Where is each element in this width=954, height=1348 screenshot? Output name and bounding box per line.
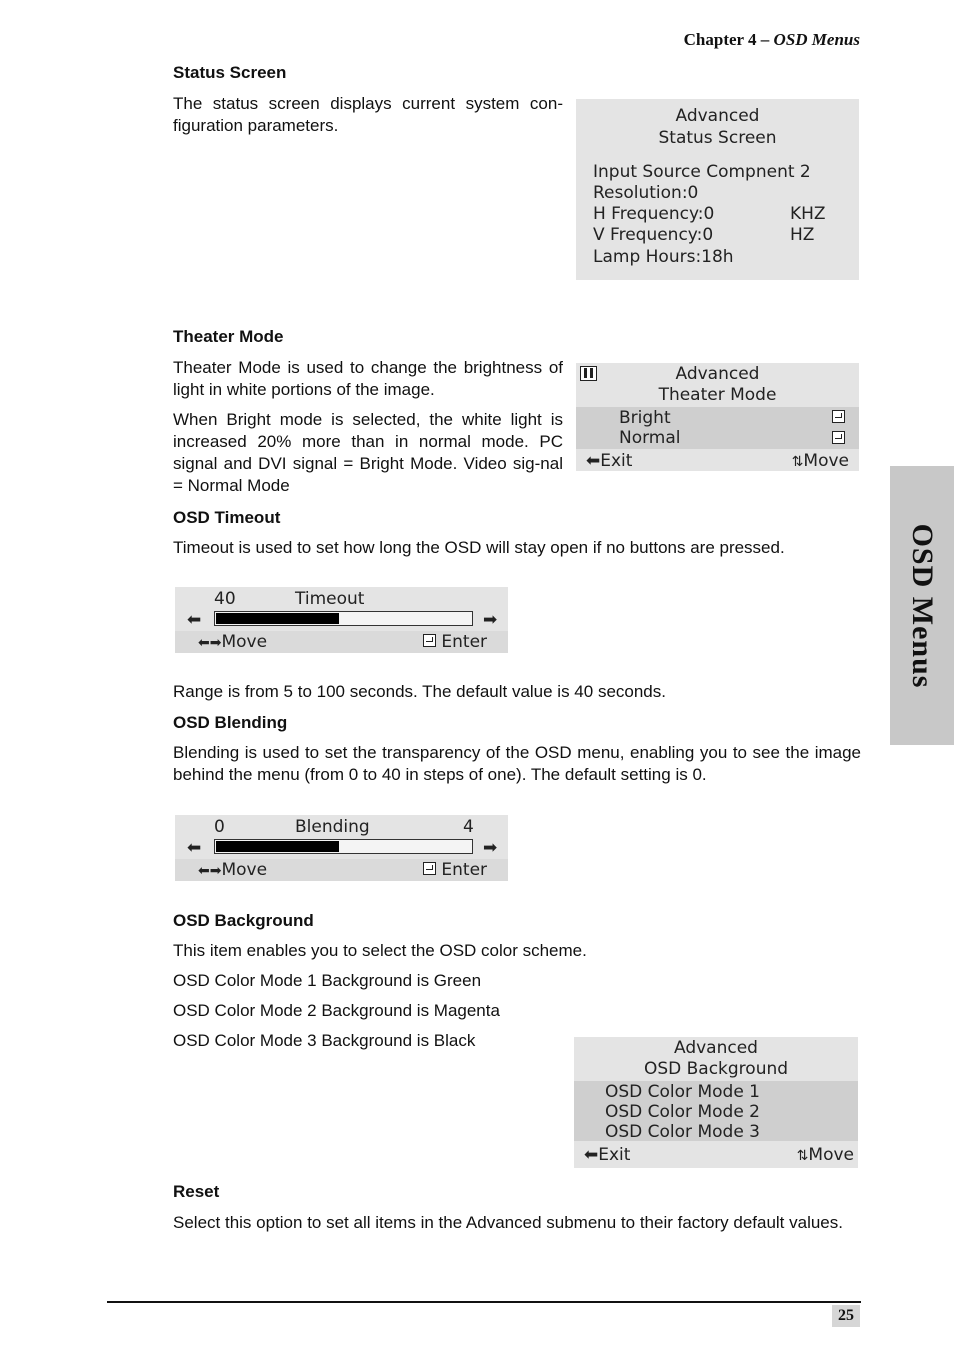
option-color-mode-3[interactable]: OSD Color Mode 3 (605, 1122, 760, 1142)
move-label: Move (803, 451, 849, 471)
blending-label: Blending (295, 817, 370, 837)
arrow-left-icon: ⬅ (586, 451, 601, 471)
osd-subtitle: Status Screen (658, 128, 777, 148)
status-screen-heading: Status Screen (173, 63, 287, 82)
move-label: Move (221, 632, 268, 652)
timeout-osd (175, 587, 508, 653)
arrow-left-icon: ⬅ (584, 1145, 599, 1165)
osd-title: Advanced (675, 106, 760, 126)
status-line: V Frequency:0 (593, 225, 714, 245)
enter-hint (423, 860, 487, 880)
osd-timeout-text: Timeout is used to set how long the OSD will stay open if no buttons are pressed. (173, 538, 785, 557)
osd-background-osd (574, 1037, 858, 1168)
option-color-mode-2[interactable]: OSD Color Mode 2 (605, 1102, 760, 1122)
enter-icon (423, 634, 436, 647)
footer-rule (107, 1301, 861, 1303)
option-normal[interactable]: Normal (619, 428, 681, 448)
blending-value: 0 (214, 817, 225, 837)
theater-mode-osd (576, 363, 859, 471)
move-label: Move (221, 860, 268, 880)
osd-subtitle: Theater Mode (658, 385, 777, 405)
enter-label: Enter (441, 860, 488, 880)
arrow-left-icon[interactable]: ⬅ (187, 838, 202, 858)
osd-background-line: This item enables you to select the OSD color scheme. (173, 941, 587, 960)
option-bright[interactable]: Bright (619, 408, 671, 428)
enter-icon (832, 431, 845, 444)
status-line: Resolution:0 (593, 183, 699, 203)
move-label: Move (808, 1145, 854, 1165)
enter-icon (423, 862, 436, 875)
exit-hint (586, 451, 632, 471)
page-number: 25 (832, 1305, 860, 1327)
osd-background-line: OSD Color Mode 3 Background is Black (173, 1031, 476, 1050)
arrow-right-icon[interactable]: ➡ (483, 838, 498, 858)
osd-title: Advanced (675, 364, 760, 384)
reset-text: Select this option to set all items in the Advanced submenu to their factory default values. (173, 1213, 843, 1232)
move-hint (198, 632, 267, 652)
move-hint (792, 451, 849, 471)
osd-blending-text: Blending is used to set the transparency of the OSD menu, enabling you to see the image behind the menu (from 0 to 40 in steps of one). The default setting is 0. (173, 743, 861, 784)
timeout-value: 40 (214, 589, 236, 609)
osd-background-heading: OSD Background (173, 911, 314, 930)
blending-slider-fill (216, 841, 339, 852)
status-screen-text: The status screen displays current system con-figuration parameters. (173, 94, 563, 135)
arrow-right-icon[interactable]: ➡ (483, 610, 498, 630)
chapter-header (684, 30, 860, 50)
osd-subtitle: OSD Background (643, 1059, 789, 1079)
status-line: Input Source Compnent 2 (593, 162, 811, 182)
chapter-title: OSD Menus (773, 30, 860, 49)
osd-background-line: OSD Color Mode 1 Background is Green (173, 971, 482, 990)
arrow-up-down-icon: ⇅ (796, 1148, 809, 1164)
enter-hint (423, 632, 487, 652)
enter-icon (832, 410, 845, 423)
side-tab-label: OSD Menus (906, 523, 939, 688)
osd-timeout-heading: OSD Timeout (173, 508, 281, 527)
blending-slider[interactable] (214, 839, 473, 854)
timeout-label: Timeout (295, 589, 365, 609)
arrow-left-right-icon: ⬅➡ (198, 635, 222, 651)
status-unit: HZ (790, 225, 815, 245)
reset-heading: Reset (173, 1182, 220, 1201)
exit-label: Exit (600, 451, 633, 471)
theater-mode-text-2: When Bright mode is selected, the white light is increased 20% more than in normal mode. PC signal and DVI signal = Bright Mode. Video sig-nal = Normal Mode (173, 410, 563, 495)
arrow-left-icon[interactable]: ⬅ (187, 610, 202, 630)
osd-timeout-range: Range is from 5 to 100 seconds. The default value is 40 seconds. (173, 682, 666, 701)
theater-mode-heading: Theater Mode (173, 327, 284, 346)
move-hint (797, 1145, 854, 1165)
blending-max: 4 (463, 817, 474, 837)
theater-mode-text-1: Theater Mode is used to change the brightness of light in white portions of the image. (173, 358, 563, 399)
osd-background-line: OSD Color Mode 2 Background is Magenta (173, 1001, 500, 1020)
status-line: H Frequency:0 (593, 204, 715, 224)
blending-osd (175, 815, 508, 881)
timeout-slider[interactable] (214, 611, 473, 626)
exit-label: Exit (598, 1145, 631, 1165)
arrow-up-down-icon: ⇅ (791, 454, 804, 470)
status-line: Lamp Hours:18h (593, 247, 734, 267)
option-color-mode-1[interactable]: OSD Color Mode 1 (605, 1082, 760, 1102)
arrow-left-right-icon: ⬅➡ (198, 863, 222, 879)
enter-label: Enter (441, 632, 488, 652)
exit-hint (584, 1145, 630, 1165)
chapter-label: Chapter 4 – (683, 30, 770, 49)
status-screen-osd (576, 99, 859, 280)
osd-blending-heading: OSD Blending (173, 713, 288, 732)
status-unit: KHZ (790, 204, 826, 224)
section-side-tab (890, 466, 954, 745)
timeout-slider-fill (216, 613, 339, 624)
osd-title: Advanced (674, 1038, 758, 1058)
move-hint (198, 860, 267, 880)
